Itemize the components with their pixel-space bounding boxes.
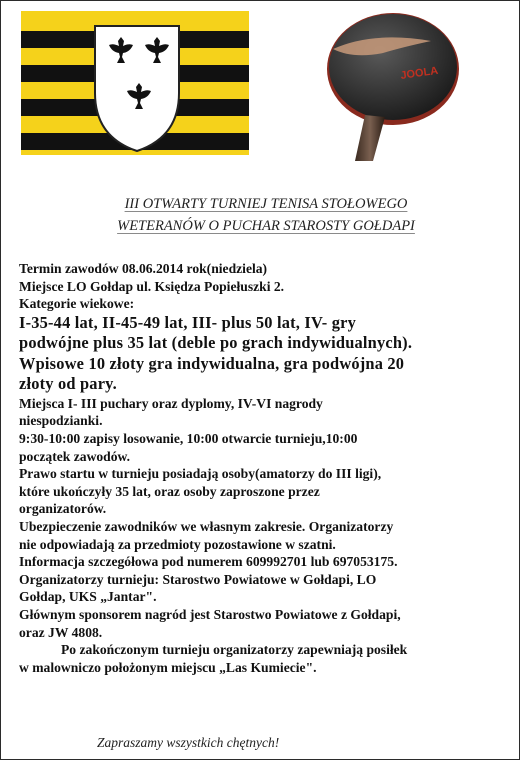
table-tennis-paddle-icon [313,11,463,163]
insurance-line: Ubezpieczenie zawodników we własnym zakresie. Organizatorzy [19,518,394,534]
title-line-1: III OTWARTY TURNIEJ TENISA STOŁOWEGO [124,196,408,212]
meal-line: Po zakończonym turnieju organizatorzy zapewniają posiłek [61,642,408,658]
prizes-line: Miejsca I- III puchary oraz dyplomy, IV-VI nagrody [19,395,323,411]
categories-line: podwójne plus 35 lat (deble po grach indywidualnych). [19,333,413,353]
eligibility-line: organizatorów. [19,501,107,517]
paddle-brand-text: JOOLA [399,64,439,82]
schedule-line: 9:30-10:00 zapisy losowanie, 10:00 otwarcie turnieju,10:00 [19,430,358,446]
entry-fee-line: Wpisowe 10 złoty gra indywidualna, gra podwójna 20 [19,353,405,373]
tournament-title [31,193,501,237]
sponsor-line: Głównym sponsorem nagród jest Starostwo Powiatowe z Gołdapi, [19,606,401,622]
categories-heading: Kategorie wiekowe: [19,296,135,312]
announcement-body [19,260,509,676]
eligibility-line: które ukończyły 35 lat, oraz osoby zaproszone przez [19,483,320,499]
meal-line: w malowniczo położonym miejscu „Las Kumiecie". [19,659,317,675]
date-line: Termin zawodów 08.06.2014 rok(niedziela) [19,261,268,276]
sponsor-line: oraz JW 4808. [19,624,103,640]
closing-invitation: Zapraszamy wszystkich chętnych! [97,735,280,750]
title-line-2: WETERANÓW O PUCHAR STAROSTY GOŁDAPI [117,218,415,234]
eligibility-line: Prawo startu w turnieju posiadają osoby(amatorzy do III ligi), [19,466,382,482]
contact-info-line: Informacja szczegółowa pod numerem 609992701 lub 697053175. [19,554,398,570]
insurance-line: nie odpowiadają za przedmioty pozostawione w szatni. [19,536,336,552]
organizers-line: Gołdap, UKS „Jantar". [19,589,157,605]
organizers-line: Organizatorzy turnieju: Starostwo Powiatowe w Gołdapi, LO [19,571,377,587]
venue-line: Miejsce LO Gołdap ul. Księdza Popiełuszki 2. [19,278,285,294]
schedule-line: początek zawodów. [19,448,131,464]
categories-line: I-35-44 lat, II-45-49 lat, III- plus 50 lat, IV- gry [19,312,356,332]
entry-fee-line: złoty od pary. [19,374,117,394]
coat-of-arms-flag-icon [21,11,249,155]
prizes-line: niespodzianki. [19,413,103,429]
